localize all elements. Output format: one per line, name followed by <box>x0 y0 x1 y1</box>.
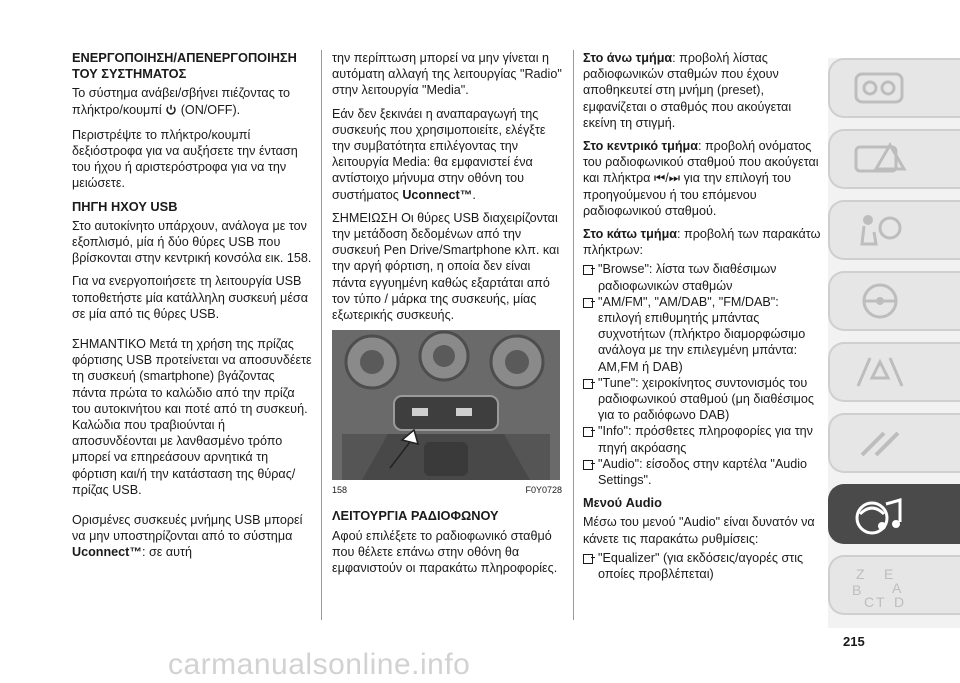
previous-track-icon: ⏮ <box>653 171 666 186</box>
list-item: "Equalizer" (για εκδόσεις/αγορές στις οποίες προβλέπεται) <box>583 550 823 582</box>
tab-safety[interactable] <box>828 200 960 260</box>
bullet-icon <box>583 379 593 389</box>
list-item: "Info": πρόσθετες πληροφορίες για την πηγή ακρόασης <box>583 423 823 455</box>
list-item: "Audio": είσοδος στην καρτέλα "Audio Settings". <box>583 456 823 488</box>
note-paragraph: ΣΗΜΕΙΩΣΗ Οι θύρες USB διαχειρίζονται την μετάδοση δεδομένων από την συσκευή Pen Drive/Smartphone κλπ. και την αργή φόρτιση, η οποία δεν είναι πάντα εγγυημένη καθώς εξαρτάται από τον τύπο / μάρκα της συσκευής, μίας εξωτερικής συσκευής. <box>332 210 560 323</box>
heading-audio-menu: Μενού Audio <box>583 495 662 511</box>
column-3 <box>583 50 823 582</box>
center-console-illustration <box>332 330 560 480</box>
paragraph: Στο κεντρικό τμήμα: προβολή ονόματος του ραδιοφωνικού σταθμού που ακούγεται και πλήκτρα ⏮/⏭ για την επιλογή του προηγούμενου ή του επόμενου ραδιοφωνικού σταθμού. <box>583 139 819 218</box>
list-item: "AM/FM", "AM/DAB", "FM/DAB": επιλογή επιθυμητής μπάντας συχνοτήτων (πλήκτρο διαμορφώσιμο ανάλογα με την επιλεγμένη μπάντα: AM,FM ή DAB) <box>583 294 823 375</box>
tab-index[interactable] <box>828 555 960 615</box>
watermark: carmanualsonline.info <box>168 648 471 681</box>
bullet-icon <box>583 427 593 437</box>
road-breakdown-icon <box>850 352 910 392</box>
column-2 <box>332 50 562 583</box>
paragraph: Εάν δεν ξεκινάει η αναπαραγωγή της συσκευής που χρησιμοποιείτε, ελέγξτε την συμβατότητα επιλέγοντας την λειτουργία Media: θα εμφανιστεί ένα αντίστοιχο μήνυμα στην οθόνη του συστήματος Uconnect™. <box>332 106 546 202</box>
index-letter: A <box>892 580 902 596</box>
bullet-icon <box>583 298 593 308</box>
figure-caption <box>332 482 562 498</box>
paragraph: την περίπτωση μπορεί να μην γίνεται η αυτόματη αλλαγή της λειτουργίας "Radio" στην λειτουργία "Media". <box>332 51 562 98</box>
important-note: ΣΗΜΑΝΤΙΚΟ Μετά τη χρήση της πρίζας φόρτισης USB προτείνεται να αποσυνδέετε τη συσκευή (smartphone) βγάζοντας πάντα πρώτα το καλώδιο από την πρίζα του αυτοκινήτου και ποτέ από τη συσκευή. Καλώδια που τραβιούνται ή αποσυνδέονται με λανθασμένο τρόπο μπορεί να επηρεάσουν αρνητικά τη φόρτιση και/ή την κατάσταση της θύρας/πρίζας USB. <box>72 337 312 497</box>
multimedia-note-icon <box>850 494 910 538</box>
figure-code: F0Y0728 <box>525 485 562 496</box>
index-letter: T <box>876 594 885 609</box>
figure-usb-ports-photo <box>332 330 560 480</box>
index-letter: B <box>852 582 862 598</box>
page-number: 215 <box>843 634 865 649</box>
car-dashboard-icon <box>850 68 910 108</box>
tab-multimedia[interactable] <box>828 484 960 544</box>
index-letter: Z <box>856 566 865 582</box>
steering-wheel-icon <box>850 281 910 321</box>
tab-maintenance[interactable] <box>828 413 960 473</box>
column-divider <box>573 50 574 620</box>
paragraph: Ορισμένες συσκευές μνήμης USB μπορεί να μην υποστηρίζονται από το σύστημα Uconnect™: σε αυτή <box>72 513 303 560</box>
tab-warning-lights[interactable] <box>828 129 960 189</box>
index-letters-icon <box>850 563 940 609</box>
figure-number: 158 <box>332 485 348 496</box>
power-icon <box>165 104 177 120</box>
warning-light-icon <box>850 139 910 179</box>
index-letter: C <box>864 594 875 609</box>
list-item: "Tune": χειροκίνητος συντονισμός του ραδιοφωνικού σταθμού (μη διαθέσιμος για το ραδιόφωνο DAB) <box>583 375 823 424</box>
paragraph: Περιστρέψτε το πλήκτρο/κουμπί δεξιόστροφα για να αυξήσετε την ένταση του ήχου ή αριστερόστροφα για να την μειώσετε. <box>72 127 298 191</box>
list-item: "Browse": λίστα των διαθέσιμων ραδιοφωνικών σταθμών <box>583 261 823 293</box>
paragraph: Για να ενεργοποιήσετε τη λειτουργία USB τοποθετήστε μία κατάλληλη συσκευή μέσα σε μία από τις θύρες USB. <box>72 274 308 321</box>
heading-system-onoff: ΕΝΕΡΓΟΠΟΙΗΣΗ/ΑΠΕΝΕΡΓΟΠΟΙΗΣΗ ΤΟΥ ΣΥΣΤΗΜΑΤΟΣ <box>72 50 297 82</box>
heading-radio-function: ΛΕΙΤΟΥΡΓΙΑ ΡΑΔΙΟΦΩΝΟΥ <box>332 508 499 524</box>
paragraph: Στο άνω τμήμα: προβολή λίστας ραδιοφωνικών σταθμών που έχουν αποθηκευτεί στη μνήμη (preset), εμφανίζεται ο σταθμός που ακούγεται εκείνη τη στιγμή. <box>583 51 792 130</box>
paragraph: Το σύστημα ανάβει/σβήνει πιέζοντας το πλήκτρο/κουμπί (ON/OFF). <box>72 85 312 119</box>
tab-driving[interactable] <box>828 271 960 331</box>
index-letter: D <box>894 594 905 609</box>
bullet-icon <box>583 265 593 275</box>
bullet-icon <box>583 554 593 564</box>
heading-usb-source: ΠΗΓΗ ΗΧΟΥ USB <box>72 198 178 214</box>
index-letter: E <box>884 566 894 582</box>
tools-icon <box>850 423 910 463</box>
airbag-seat-icon <box>850 210 910 250</box>
paragraph: Στο κάτω τμήμα: προβολή των παρακάτω πλήκτρων: <box>583 227 821 258</box>
bullet-icon <box>583 460 593 470</box>
chapter-tabs-sidebar <box>828 58 960 628</box>
column-1 <box>72 50 312 568</box>
tab-dashboard[interactable] <box>828 58 960 118</box>
tab-emergency[interactable] <box>828 342 960 402</box>
paragraph: Στο αυτοκίνητο υπάρχουν, ανάλογα με τον εξοπλισμό, μία ή δύο θύρες USB που βρίσκονται στην κεντρική κονσόλα εικ. 158. <box>72 218 312 266</box>
paragraph: Μέσω του μενού "Audio" είναι δυνατόν να κάνετε τις παρακάτω ρυθμίσεις: <box>583 515 815 546</box>
next-track-icon: ⏭ <box>668 171 681 186</box>
column-divider <box>321 50 322 620</box>
paragraph: Αφού επιλέξετε το ραδιοφωνικό σταθμό που θέλετε επάνω στην οθόνη θα εμφανιστούν οι παρακάτω πληροφορίες. <box>332 528 558 576</box>
